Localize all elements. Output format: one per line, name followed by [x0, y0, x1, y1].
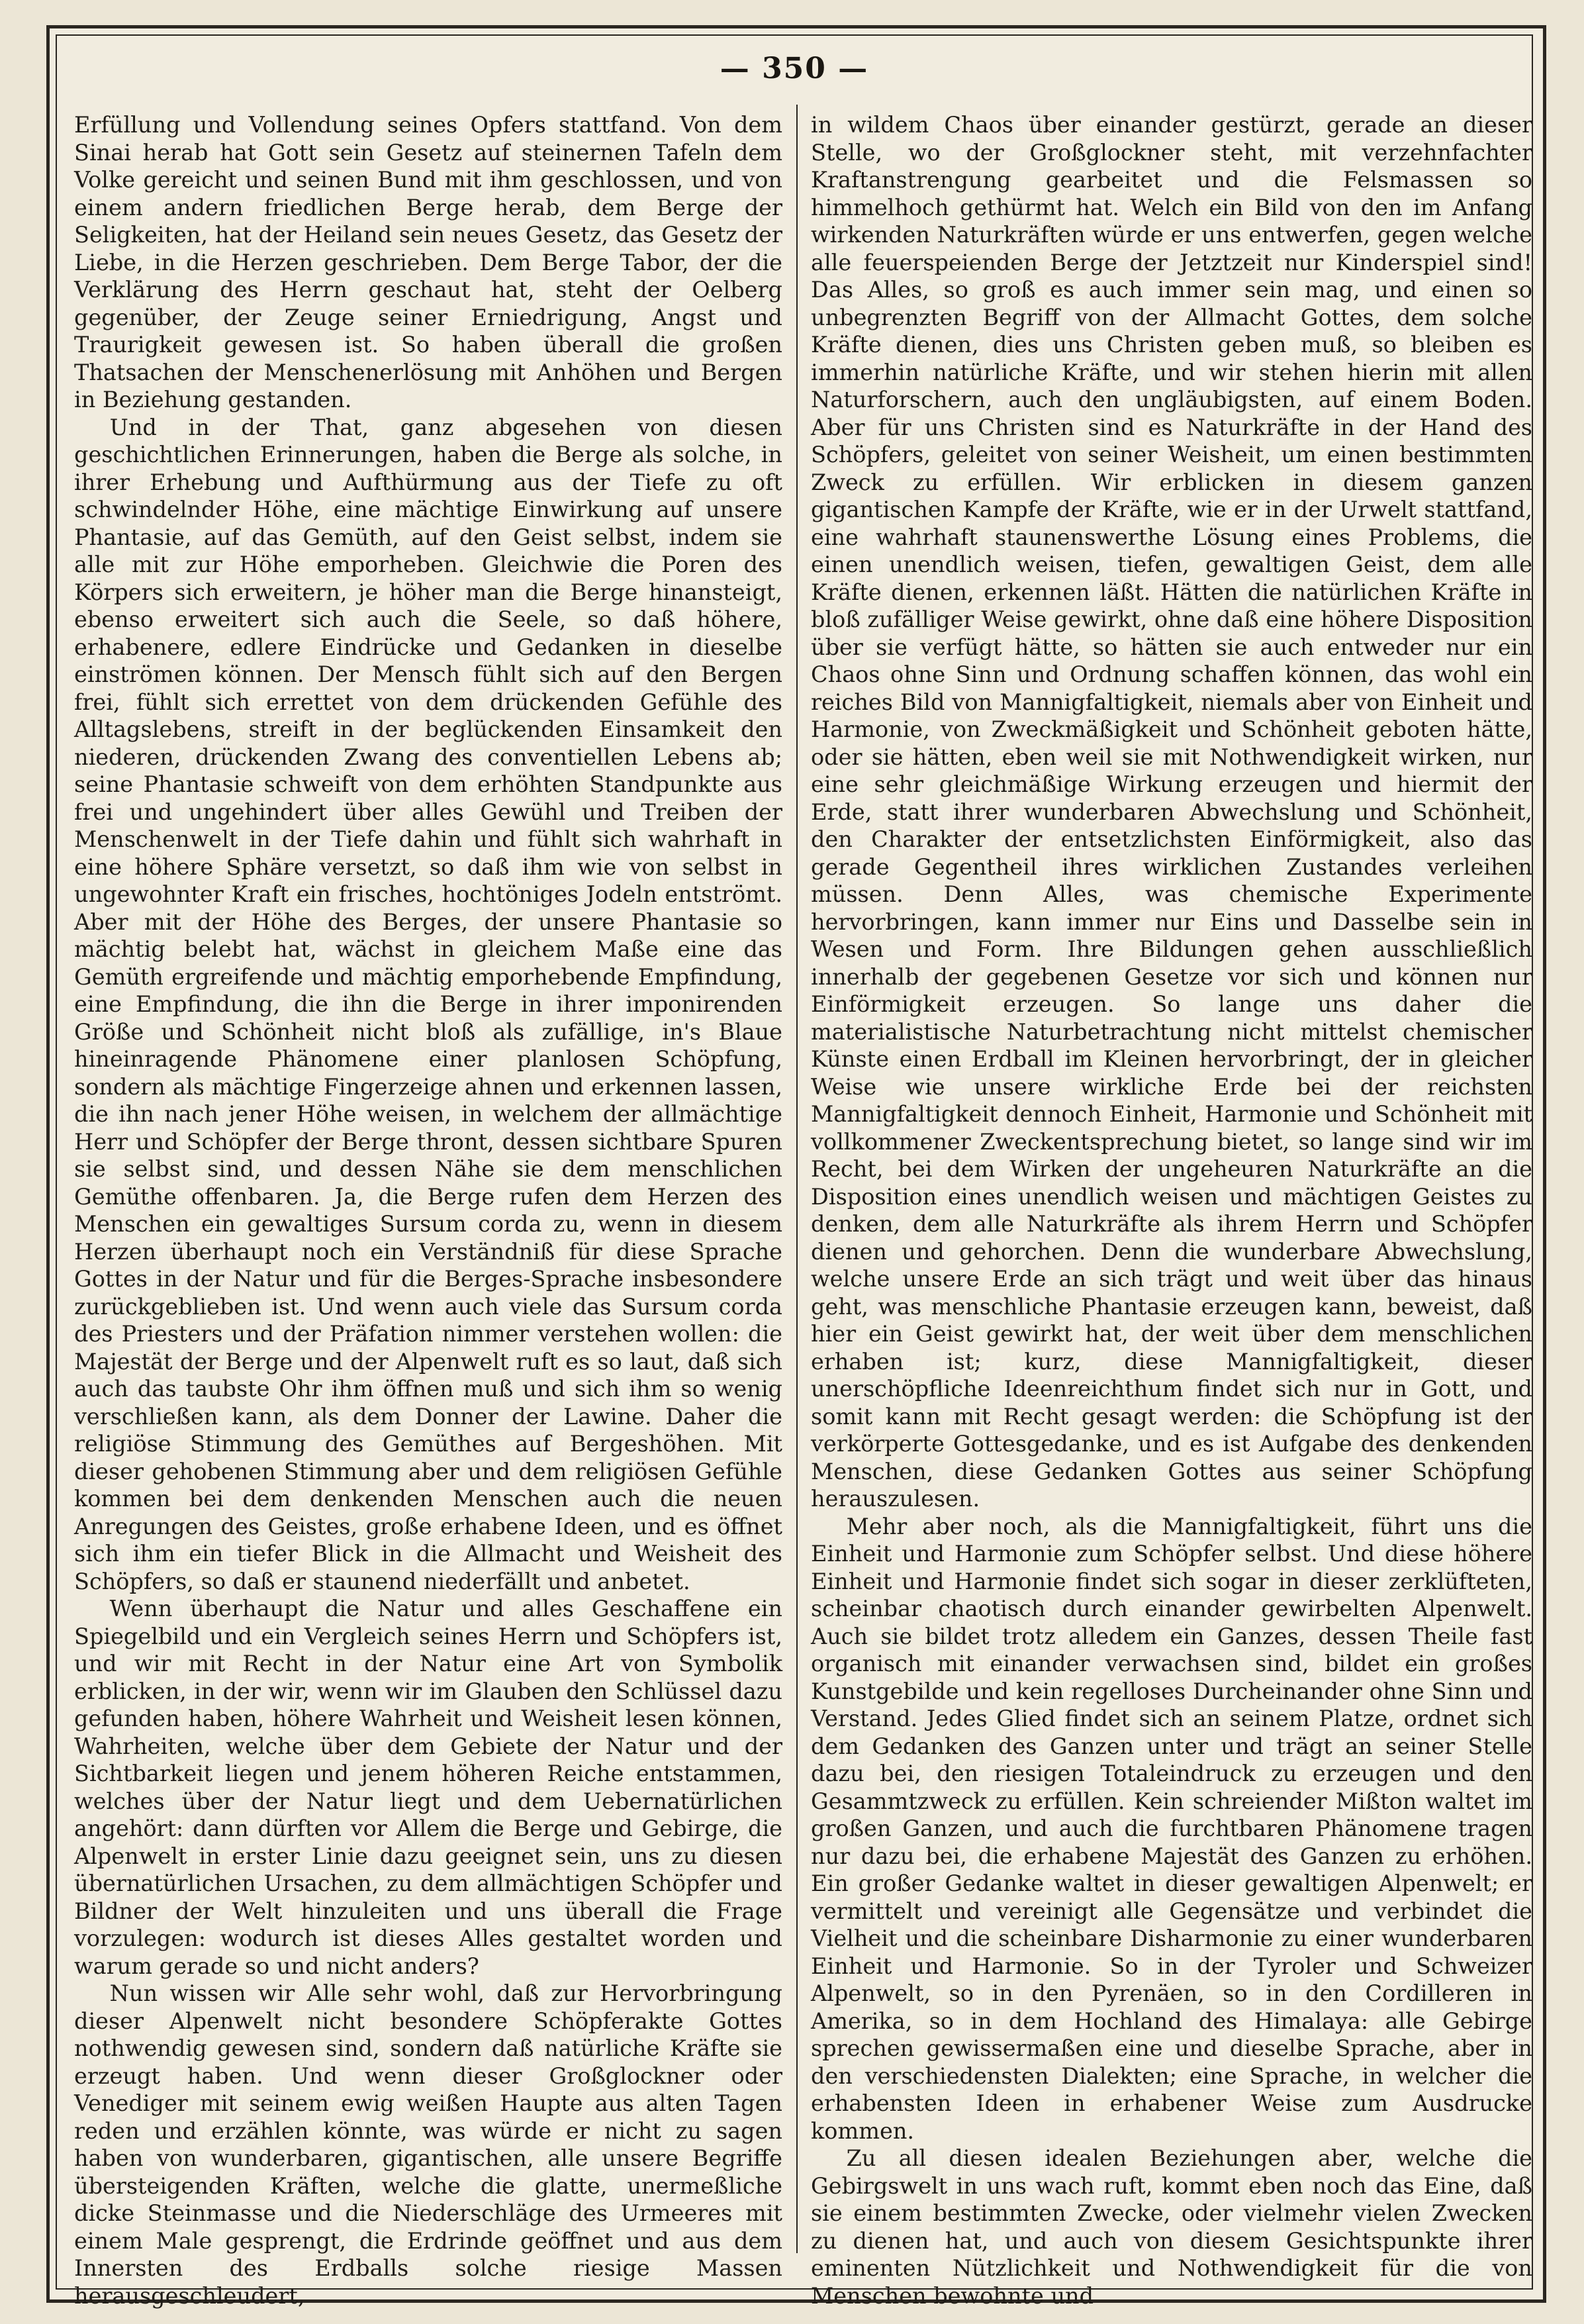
paragraph: Erfüllung und Vollendung seines Opfers stattfand. Von dem Sinai herab hat Gott sein Gesetz auf steinernen Tafeln dem Volke gereicht und seinen Bund mit ihm geschlossen, und von einem andern friedlichen Berge herab, dem Berge der Seligkeiten, hat der Heiland sein neues Gesetz, das Gesetz der Liebe, in die Herzen geschrieben. Dem Berge Tabor, der die Verklärung des Herrn geschaut hat, steht der Oelberg gegenüber, der Zeuge seiner Erniedrigung, Angst und Traurigkeit gewesen ist. So haben überall die großen Thatsachen der Menschenerlösung mit Anhöhen und Bergen in Beziehung gestanden. — [74, 112, 782, 412]
right-column — [811, 111, 1532, 2309]
column-divider — [796, 105, 798, 2253]
paragraph: in wildem Chaos über einander gestürzt, gerade an dieser Stelle, wo der Großglockner steht, mit verzehnfachter Kraftanstrengung gearbeitet und die Felsmassen so himmelhoch gethürmt hat. Welch ein Bild von den im Anfang wirkenden Naturkräften würde er uns entwerfen, gegen welche alle feuerspeienden Berge der Jetztzeit nur Kinderspiel sind! Das Alles, so groß es auch immer sein mag, und einen so unbegrenzten Begriff von der Allmacht Gottes, dem solche Kräfte dienen, dies uns Christen geben muß, so bleiben es immerhin natürliche Kräfte, und wir stehen hierin mit allen Naturforschern, auch den ungläubigsten, auf einem Boden. Aber für uns Christen sind es Naturkräfte in der Hand des Schöpfers, geleitet von seiner Weisheit, um einen bestimmten Zweck zu erfüllen. Wir erblicken in diesem ganzen gigantischen Kampfe der Kräfte, wie er in der Urwelt stattfand, eine wahrhaft staunenswerthe Lösung eines Problems, die einen unendlich weisen, tiefen, gewaltigen Geist, dem alle Kräfte dienen, erkennen läßt. Hätten die natürlichen Kräfte in bloß zufälliger Weise gewirkt, ohne daß eine höhere Disposition über sie verfügt hätte, so hätten sie auch entweder nur ein Chaos ohne Sinn und Ordnung schaffen können, das wohl ein reiches Bild von Mannigfaltigkeit, niemals aber von Einheit und Harmonie, von Zweckmäßigkeit und Schönheit geboten hätte, oder sie hätten, eben weil sie mit Nothwendigkeit wirken, nur eine sehr gleichmäßige Wirkung erzeugen und hiermit der Erde, statt ihrer wunderbaren Abwechslung und Schönheit, den Charakter der entsetzlichsten Einförmigkeit, also das gerade Gegentheil ihres wirklichen Zustandes verleihen müssen. Denn Alles, was chemische Experimente hervorbringen, kann immer nur Eins und Dasselbe sein in Wesen und Form. Ihre Bildungen gehen ausschließlich innerhalb der gegebenen Gesetze vor sich und können nur Einförmigkeit erzeugen. So lange uns daher die materialistische Naturbetrachtung nicht mittelst chemischer Künste einen Erdball im Kleinen hervorbringt, der in gleicher Weise wie unsere wirkliche Erde bei der reichsten Mannigfaltigkeit dennoch Einheit, Harmonie und Schönheit mit vollkommener Zweckentsprechung bietet, so lange sind wir im Recht, bei dem Wirken der ungeheuren Naturkräfte an die Disposition eines unendlich weisen und mächtigen Geistes zu denken, dem alle Naturkräfte als ihrem Herrn und Schöpfer dienen und gehorchen. Denn die wunderbare Abwechslung, welche unsere Erde an sich trägt und weit über das hinaus geht, was menschliche Phantasie erzeugen kann, beweist, daß hier ein Geist gewirkt hat, der weit über dem menschlichen erhaben ist; kurz, diese Mannigfaltigkeit, dieser unerschöpfliche Ideenreichthum findet sich nur in Gott, und somit kann mit Recht gesagt werden: die Schöpfung ist der verkörperte Gottesgedanke, und es ist Aufgabe des denkenden Menschen, diese Gedanken Gottes aus seiner Schöpfung herauszulesen. — [811, 112, 1532, 1512]
paragraph: Mehr aber noch, als die Mannigfaltigkeit, führt uns die Einheit und Harmonie zum Schöpfer selbst. Und diese höhere Einheit und Harmonie findet sich sogar in dieser zerklüfteten, scheinbar chaotisch durch einander gewirbelten Alpenwelt. Auch sie bildet trotz alledem ein Ganzes, dessen Theile fast organisch mit einander verwachsen sind, bildet ein großes Kunstgebilde und kein regelloses Durcheinander ohne Sinn und Verstand. Jedes Glied findet sich an seinem Platze, ordnet sich dem Gedanken des Ganzen unter und trägt an seiner Stelle dazu bei, den riesigen Totaleindruck zu erzeugen und den Gesammtzweck zu erfüllen. Kein schreiender Mißton waltet im großen Ganzen, und auch die furchtbaren Phänomene tragen nur dazu bei, die erhabene Majestät des Ganzen zu erhöhen. Ein großer Gedanke waltet in dieser gewaltigen Alpenwelt; er vermittelt und vereinigt alle Gegensätze und verbindet die Vielheit und die scheinbare Disharmonie zu einer wunderbaren Einheit und Harmonie. So in der Tyroler und Schweizer Alpenwelt, so in den Pyrenäen, so in den Cordilleren in Amerika, so in dem Hochland des Himalaya: alle Gebirge sprechen gewissermaßen eine und dieselbe Sprache, aber in den verschiedensten Dialekten; eine Sprache, in welcher die erhabensten Ideen in erhabener Weise zum Ausdrucke kommen. — [811, 1513, 1532, 2144]
paragraph: Nun wissen wir Alle sehr wohl, daß zur Hervorbringung dieser Alpenwelt nicht besondere Schöpferakte Gottes nothwendig gewesen sind, sondern daß natürliche Kräfte sie erzeugt haben. Und wenn dieser Großglockner oder Venediger mit seinem ewig weißen Haupte aus alten Tagen reden und erzählen könnte, was würde er nicht zu sagen haben von wunderbaren, gigantischen, alle unsere Begriffe übersteigenden Kräften, welche die glatte, unermeßliche dicke Steinmasse und die Niederschläge des Urmeeres mit einem Male gesprengt, die Erdrinde geöffnet und aus dem Innersten des Erdballs solche riesige Massen herausgeschleudert, — [74, 1980, 782, 2309]
page-number: — 350 — — [720, 52, 869, 85]
paragraph: Wenn überhaupt die Natur und alles Geschaffene ein Spiegelbild und ein Vergleich seines Herrn und Schöpfers ist, und wir mit Recht in der Natur eine Art von Symbolik erblicken, in der wir, wenn wir im Glauben den Schlüssel dazu gefunden haben, höhere Wahrheit und Weisheit lesen können, Wahrheiten, welche über dem Gebiete der Natur und der Sichtbarkeit liegen und jenem höheren Reiche entstammen, welches über der Natur liegt und dem Uebernatürlichen angehört: dann dürften vor Allem die Berge und Gebirge, die Alpenwelt in erster Linie dazu geeignet sein, uns zu diesen übernatürlichen Ursachen, zu dem allmächtigen Schöpfer und Bildner der Welt hinzuleiten und uns überall die Frage vorzulegen: wodurch ist dieses Alles gestaltet worden und warum gerade so und nicht anders? — [74, 1596, 782, 1979]
paragraph: Und in der That, ganz abgesehen von diesen geschichtlichen Erinnerungen, haben die Berge als solche, in ihrer Erhebung und Aufthürmung aus der Tiefe zu oft schwindelnder Höhe, eine mächtige Einwirkung auf unsere Phantasie, auf das Gemüth, auf den Geist selbst, indem sie alle mit zur Höhe emporheben. Gleichwie die Poren des Körpers sich erweitern, je höher man die Berge hinansteigt, ebenso erweitert sich auch die Seele, so daß höhere, erhabenere, edlere Eindrücke und Gedanken in dieselbe einströmen können. Der Mensch fühlt sich auf den Bergen frei, fühlt sich errettet von dem drückenden Gefühle des Alltagslebens, streift in der beglückenden Einsamkeit den niederen, drückenden Zwang des conventiellen Lebens ab; seine Phantasie schweift von dem erhöhten Standpunkte aus frei und ungehindert über alles Gewühl und Treiben der Menschenwelt in der Tiefe dahin und fühlt sich wahrhaft in eine höhere Sphäre versetzt, so daß ihm wie von selbst in ungewohnter Kraft ein frisches, hochtöniges Jodeln entströmt. Aber mit der Höhe des Berges, der unsere Phantasie so mächtig belebt hat, wächst in gleichem Maße eine das Gemüth ergreifende und mächtig emporhebende Empfindung, eine Empfindung, die ihn die Berge in ihrer imponirenden Größe und Schönheit nicht bloß als zufällige, in's Blaue hineinragende Phänomene einer planlosen Schöpfung, sondern als mächtige Fingerzeige ahnen und erkennen lassen, die ihn nach jener Höhe weisen, in welchem der allmächtige Herr und Schöpfer der Berge thront, dessen sichtbare Spuren sie selbst sind, und dessen Nähe sie dem menschlichen Gemüthe offenbaren. Ja, die Berge rufen dem Herzen des Menschen ein gewaltiges Sursum corda zu, wenn in diesem Herzen überhaupt noch ein Verständniß für diese Sprache Gottes in der Natur und für die Berges-Sprache insbesondere zurückgeblieben ist. Und wenn auch viele das Sursum corda des Priesters und der Präfation nimmer verstehen wollen: die Majestät der Berge und der Alpenwelt ruft es so laut, daß sich auch das taubste Ohr ihm öffnen muß und sich ihm so wenig verschließen kann, als dem Donner der Lawine. Daher die religiöse Stimmung des Gemüthes auf Bergeshöhen. Mit dieser gehobenen Stimmung aber und dem religiösen Gefühle kommen bei dem denkenden Menschen auch die neuen Anregungen des Geistes, große erhabene Ideen, und es öffnet sich ihm ein tiefer Blick in die Allmacht und Weisheit des Schöpfers, so daß er staunend niederfällt und anbetet. — [74, 414, 782, 1594]
left-column — [74, 111, 782, 2309]
paragraph: Zu all diesen idealen Beziehungen aber, welche die Gebirgswelt in uns wach ruft, kommt eben noch das Eine, daß sie einem bestimmten Zwecke, oder vielmehr vielen Zwecken zu dienen hat, und auch von diesem Gesichtspunkte ihrer eminenten Nützlichkeit und Nothwendigkeit für die von Menschen bewohnte und — [811, 2145, 1532, 2309]
